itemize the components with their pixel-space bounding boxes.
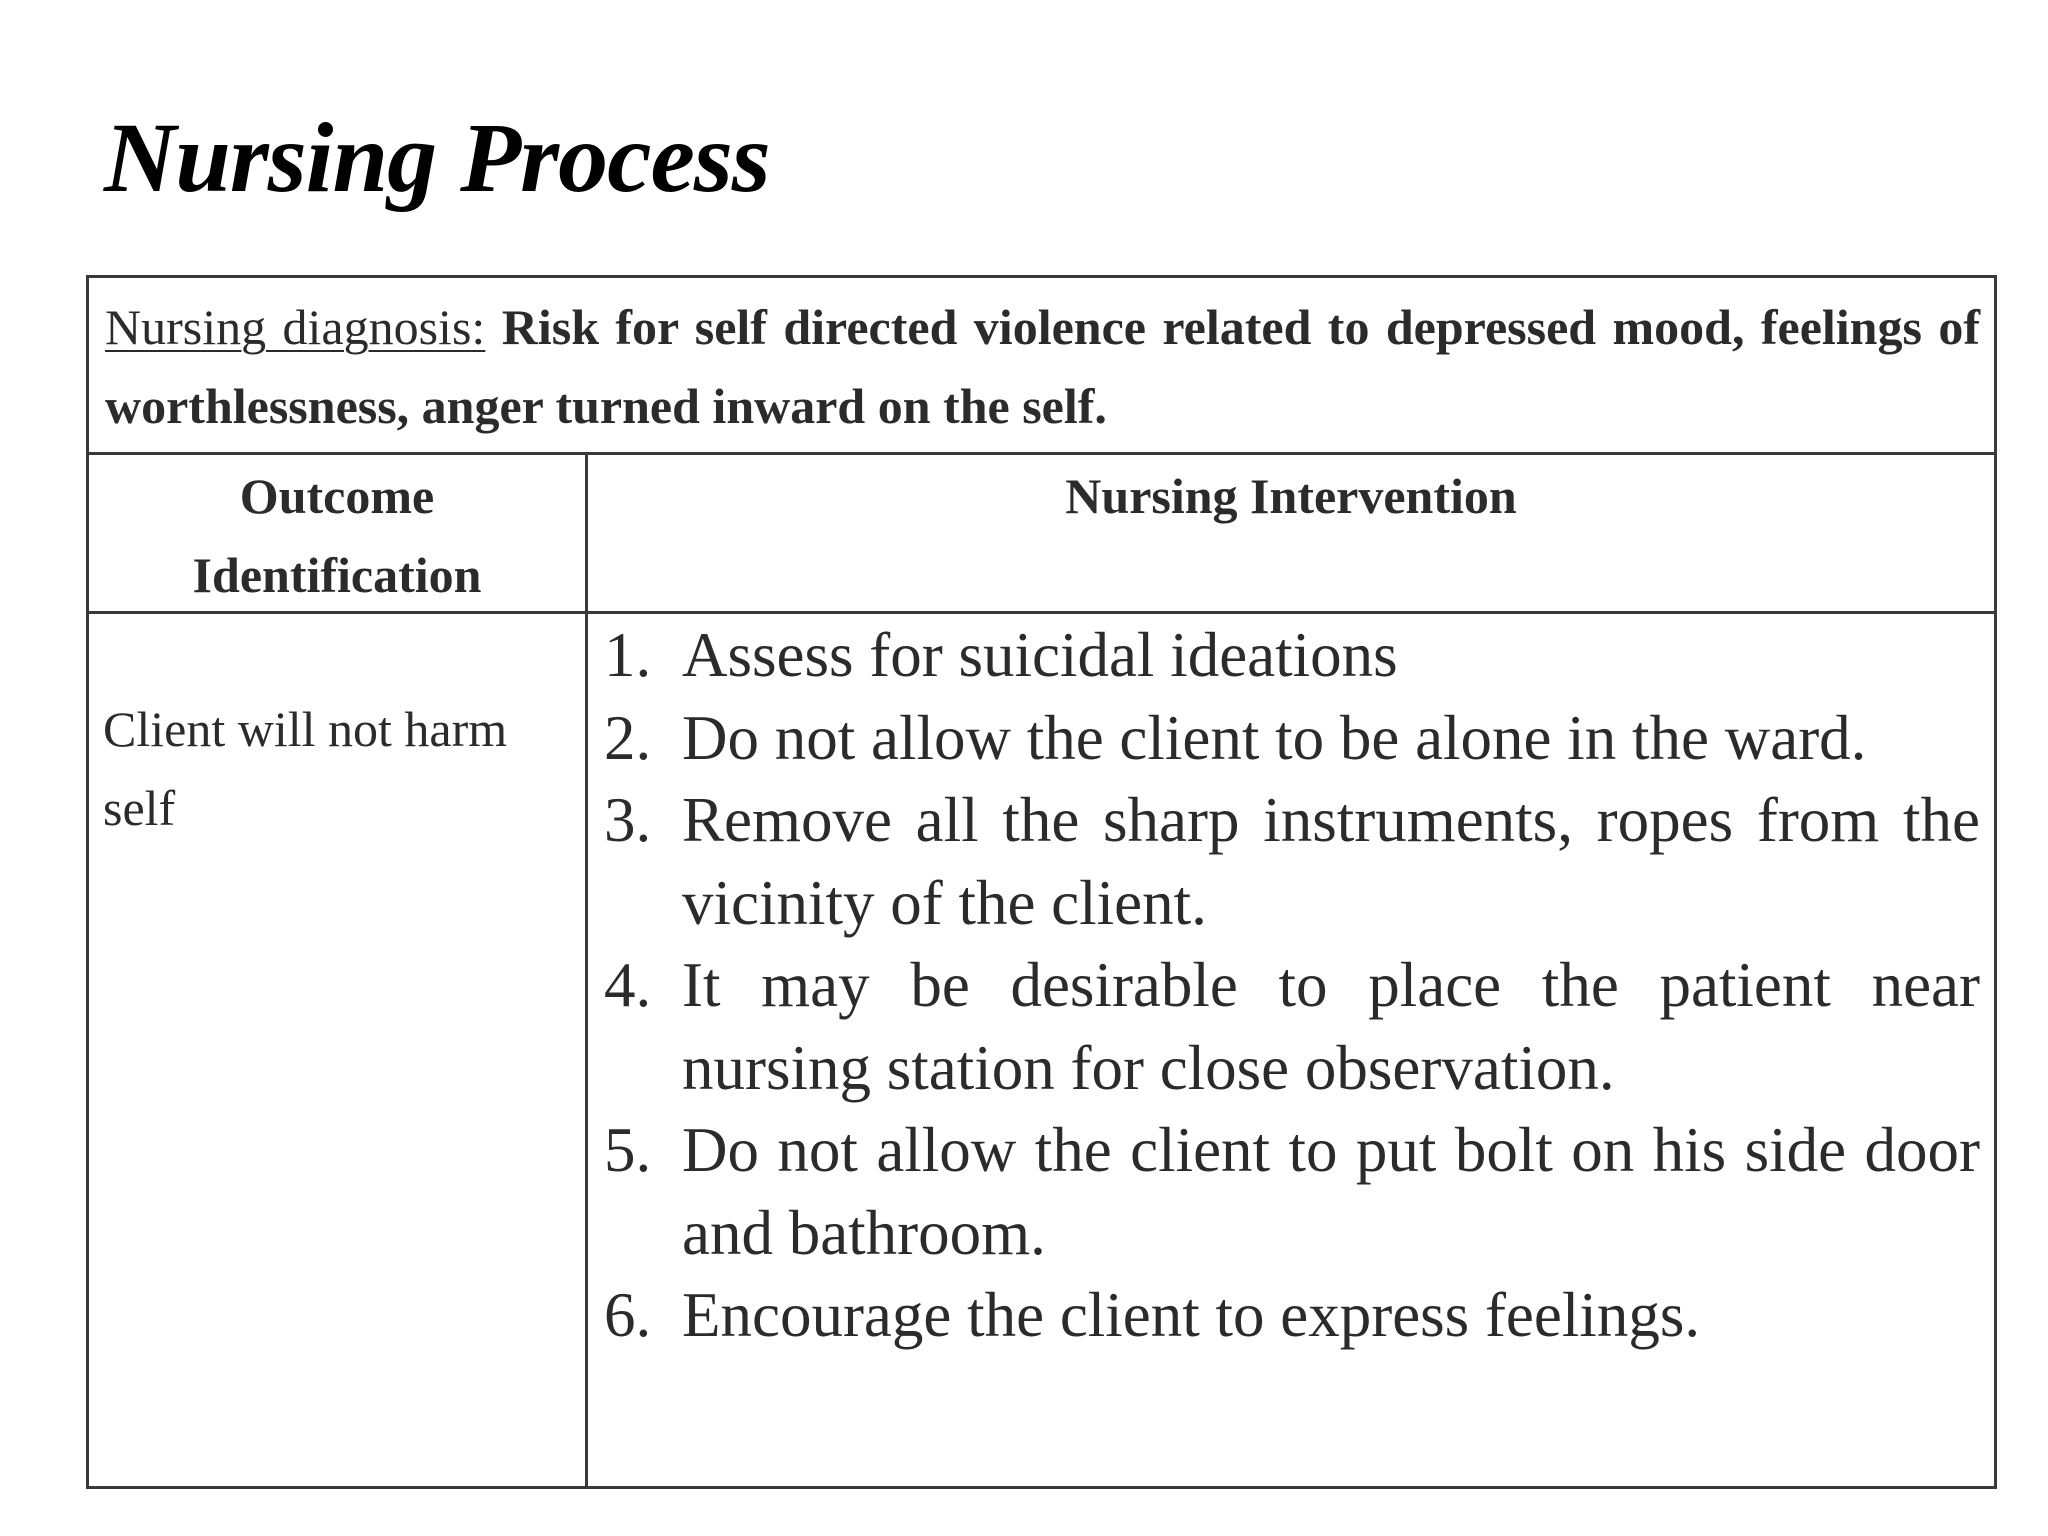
list-item-number: 6.	[604, 1280, 652, 1350]
list-item-number: 5.	[604, 1115, 652, 1185]
list-item-number: 4.	[604, 950, 652, 1020]
outcome-header: Outcome Identification	[192, 468, 482, 603]
list-item	[604, 1274, 1980, 1357]
list-item-number: 3.	[604, 785, 652, 855]
list-item	[604, 614, 1980, 697]
intervention-list	[604, 614, 1980, 1357]
header-row	[89, 455, 1994, 614]
list-item-number: 2.	[604, 702, 652, 773]
body-row	[89, 614, 1994, 1486]
list-item-text: Do not allow the client to be alone in the ward.	[682, 702, 1867, 773]
diagnosis-label: Nursing diagnosis:	[105, 299, 486, 355]
intervention-cell	[588, 614, 1994, 1357]
list-item	[604, 779, 1980, 944]
care-plan-table	[86, 275, 1997, 1489]
list-item-text: Encourage the client to express feelings.	[682, 1280, 1701, 1350]
diagnosis-text: Risk for self directed violence related to depressed mood, feelings of worthlessness, anger turned inward on the self.	[105, 299, 1980, 434]
list-item-text: Assess for suicidal ideations	[682, 620, 1398, 690]
list-item-number: 1.	[604, 620, 652, 690]
list-item-text: Do not allow the client to put bolt on his side door and bathroom.	[682, 1115, 1980, 1268]
diagnosis-row	[89, 278, 1994, 455]
list-item	[604, 944, 1980, 1109]
page-title: Nursing Process	[104, 102, 770, 213]
list-item	[604, 1109, 1980, 1274]
intervention-header: Nursing Intervention	[1065, 468, 1517, 524]
list-item-text: It may be desirable to place the patient near nursing station for close observation.	[682, 950, 1980, 1103]
list-item-text: Remove all the sharp instruments, ropes from the vicinity of the client.	[682, 785, 1980, 938]
outcome-cell: Client will not harm self	[103, 701, 508, 836]
list-item	[604, 697, 1980, 780]
